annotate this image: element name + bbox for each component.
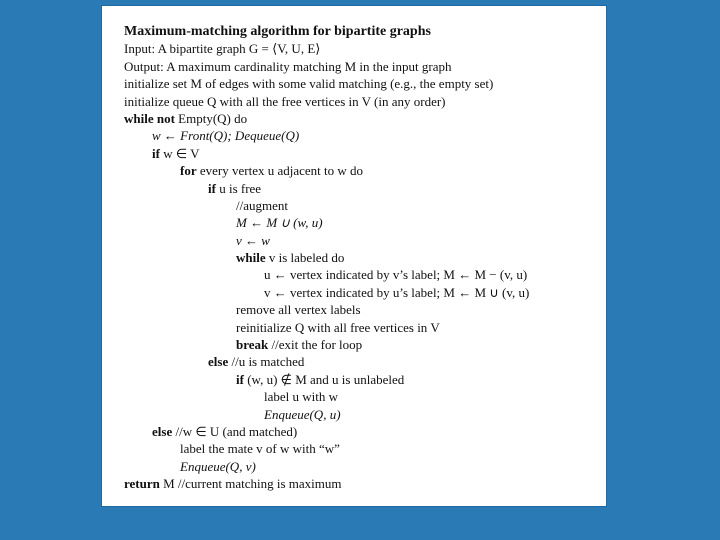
- algorithm-title: Maximum-matching algorithm for bipartite graphs: [124, 24, 431, 39]
- algorithm-page: [102, 6, 606, 506]
- algorithm-line: initialize queue Q with all the free vertices in V (in any order): [124, 93, 446, 109]
- algorithm-line: reinitialize Q with all free vertices in V: [236, 319, 440, 335]
- algorithm-line: v ← w: [236, 232, 270, 248]
- algorithm-line: //augment: [236, 197, 288, 213]
- algorithm-line: if (w, u) ∉ M and u is unlabeled: [236, 371, 405, 387]
- algorithm-line: label the mate v of w with “w”: [180, 441, 340, 457]
- algorithm-line: for every vertex u adjacent to w do: [180, 163, 364, 179]
- algorithm-line: if u is free: [208, 180, 262, 196]
- algorithm-line: break //exit the for loop: [236, 337, 363, 353]
- algorithm-line: u ← vertex indicated by v’s label; M ← M − (v, u): [264, 267, 528, 283]
- algorithm-line: else //w ∈ U (and matched): [152, 423, 298, 439]
- algorithm-line: label u with w: [264, 389, 339, 405]
- algorithm-line: if w ∈ V: [152, 145, 200, 161]
- algorithm-line: Input: A bipartite graph G = ⟨V, U, E⟩: [124, 41, 321, 57]
- algorithm-listing: [124, 23, 600, 493]
- algorithm-line: else //u is matched: [208, 354, 305, 370]
- algorithm-line: Enqueue(Q, u): [264, 406, 341, 422]
- algorithm-line: remove all vertex labels: [236, 302, 361, 318]
- algorithm-line: M ← M ∪ (w, u): [236, 215, 323, 231]
- algorithm-line: w ← Front(Q); Dequeue(Q): [152, 128, 300, 144]
- algorithm-line: Output: A maximum cardinality matching M in the input graph: [124, 58, 452, 74]
- algorithm-line: while not Empty(Q) do: [124, 110, 248, 126]
- algorithm-line: Enqueue(Q, v): [180, 458, 256, 474]
- algorithm-line: initialize set M of edges with some valid matching (e.g., the empty set): [124, 76, 494, 92]
- algorithm-line: return M //current matching is maximum: [124, 476, 342, 492]
- algorithm-line: v ← vertex indicated by u’s label; M ← M ∪ (v, u): [264, 284, 530, 300]
- algorithm-line: while v is labeled do: [236, 250, 345, 266]
